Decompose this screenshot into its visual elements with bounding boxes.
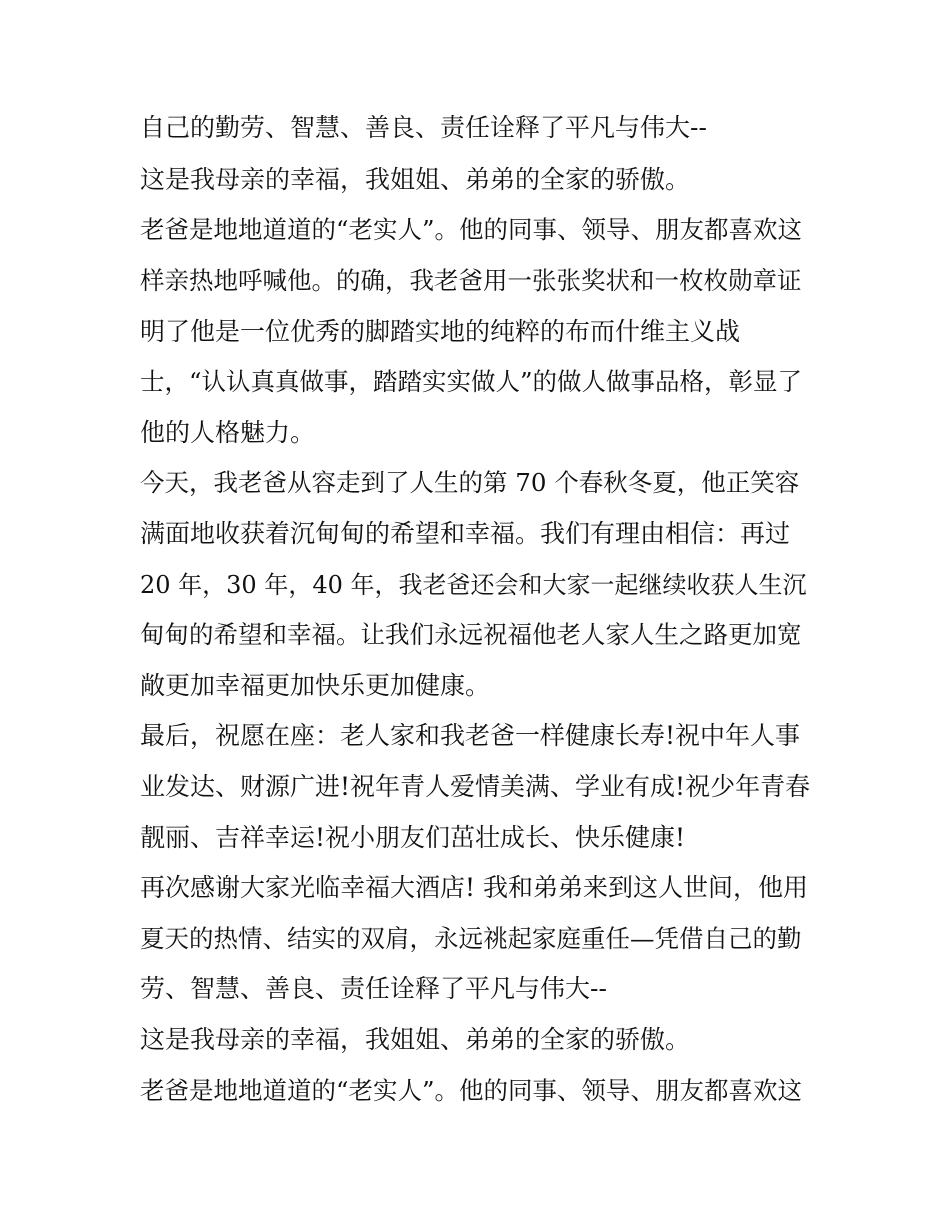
text-line: 今天，我老爸从容走到了人生的第 70 个春秋冬夏，他正笑容 — [140, 468, 800, 497]
text-line: 最后，祝愿在座：老人家和我老爸一样健康长寿!祝中年人事 — [140, 721, 801, 750]
text-line: 满面地收获着沉甸甸的希望和幸福。我们有理由相信：再过 — [140, 519, 791, 548]
text-line: 再次感谢大家光临幸福大酒店! 我和弟弟来到这人世间，他用 — [140, 873, 808, 902]
text-line: 这是我母亲的幸福，我姐姐、弟弟的全家的骄傲。 — [140, 165, 691, 194]
text-line: 劳、智慧、善良、责任诠释了平凡与伟大-- — [140, 974, 607, 1003]
text-line: 他的人格魅力。 — [140, 418, 316, 447]
text-line: 敞更加幸福更加快乐更加健康。 — [140, 671, 491, 700]
text-line: 夏天的热情、结实的双肩，永远祧起家庭重任—凭借自己的勤 — [140, 924, 802, 953]
text-line: 老爸是地地道道的“老实人”。他的同事、领导、朋友都喜欢这 — [140, 215, 803, 244]
text-line: 这是我母亲的幸福，我姐姐、弟弟的全家的骄傲。 — [140, 1025, 691, 1054]
text-line: 老爸是地地道道的“老实人”。他的同事、领导、朋友都喜欢这 — [140, 1076, 803, 1105]
text-line: 靓丽、吉祥幸运!祝小朋友们茁壮成长、快乐健康! — [140, 823, 686, 852]
text-line: 业发达、财源广进!祝年青人爱情美满、学业有成!祝少年青春 — [140, 772, 811, 801]
text-line: 明了他是一位优秀的脚踏实地的纯粹的布而什维主义战 — [140, 317, 741, 346]
text-line: 20 年，30 年，40 年，我老爸还会和大家一起继续收获人生沉 — [140, 571, 807, 599]
text-line: 士，“认认真真做事，踏踏实实做人”的做人做事品格，彰显了 — [140, 367, 803, 396]
text-line: 自己的勤劳、智慧、善良、责任诠释了平凡与伟大-- — [140, 113, 707, 142]
text-line: 甸甸的希望和幸福。让我们永远祝福他老人家人生之路更加宽 — [140, 620, 802, 649]
text-line: 样亲热地呼喊他。的确，我老爸用一张张奖状和一枚枚勋章证 — [140, 266, 802, 295]
